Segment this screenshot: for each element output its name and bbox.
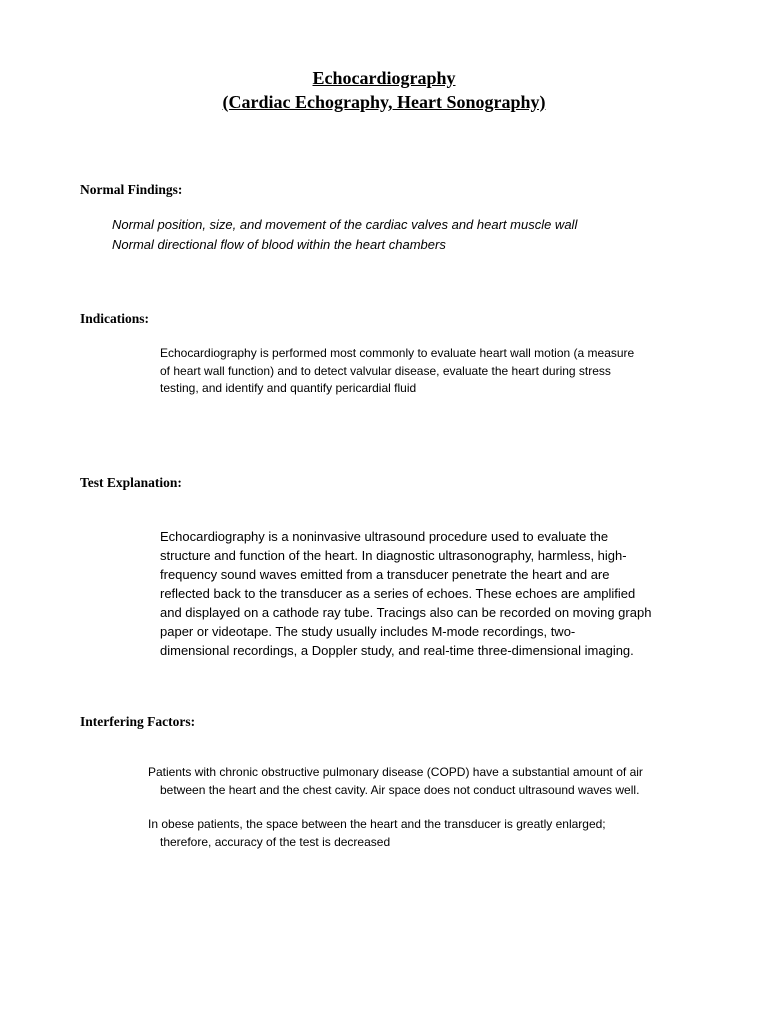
normal-findings-list xyxy=(112,215,577,255)
interfering-factor-item xyxy=(148,764,643,799)
factor-line: therefore, accuracy of the test is decreased xyxy=(160,834,391,849)
paragraph-line: Echocardiography is a noninvasive ultrasound procedure used to evaluate the xyxy=(160,529,609,544)
test-explanation-paragraph xyxy=(160,527,651,660)
paragraph-line: Echocardiography is performed most commonly to evaluate heart wall motion (a measure xyxy=(160,346,635,360)
paragraph-line: structure and function of the heart. In diagnostic ultrasonography, harmless, high- xyxy=(160,548,627,563)
paragraph-line: testing, and identify and quantify pericardial fluid xyxy=(160,381,417,395)
factor-line: In obese patients, the space between the heart and the transducer is greatly enlarged; xyxy=(148,817,606,831)
paragraph-line: frequency sound waves emitted from a transducer penetrate the heart and are xyxy=(160,567,610,582)
document-subtitle: (Cardiac Echography, Heart Sonography) xyxy=(222,92,546,112)
factor-line: between the heart and the chest cavity. Air space does not conduct ultrasound waves well. xyxy=(160,782,640,797)
paragraph-line: paper or videotape. The study usually includes M-mode recordings, two- xyxy=(160,624,576,639)
paragraph-line: of heart wall function) and to detect valvular disease, evaluate the heart during stress xyxy=(160,363,611,378)
paragraph-line: and displayed on a cathode ray tube. Tracings also can be recorded on moving graph xyxy=(160,605,652,620)
normal-finding-item: Normal position, size, and movement of the cardiac valves and heart muscle wall xyxy=(112,217,578,232)
paragraph-line: dimensional recordings, a Doppler study, and real-time three-dimensional imaging. xyxy=(160,643,634,658)
factor-line: Patients with chronic obstructive pulmonary disease (COPD) have a substantial amount of air xyxy=(148,765,643,779)
interfering-factors-heading: Interfering Factors: xyxy=(80,714,196,729)
document-title: Echocardiography xyxy=(312,68,456,88)
paragraph-line: reflected back to the transducer as a series of echoes. These echoes are amplified xyxy=(160,586,636,601)
indications-heading: Indications: xyxy=(80,311,150,326)
test-explanation-heading: Test Explanation: xyxy=(80,475,182,490)
indications-paragraph xyxy=(160,345,634,398)
normal-findings-heading: Normal Findings: xyxy=(80,182,183,197)
interfering-factor-item xyxy=(148,816,606,851)
normal-finding-item: Normal directional flow of blood within the heart chambers xyxy=(112,237,446,252)
